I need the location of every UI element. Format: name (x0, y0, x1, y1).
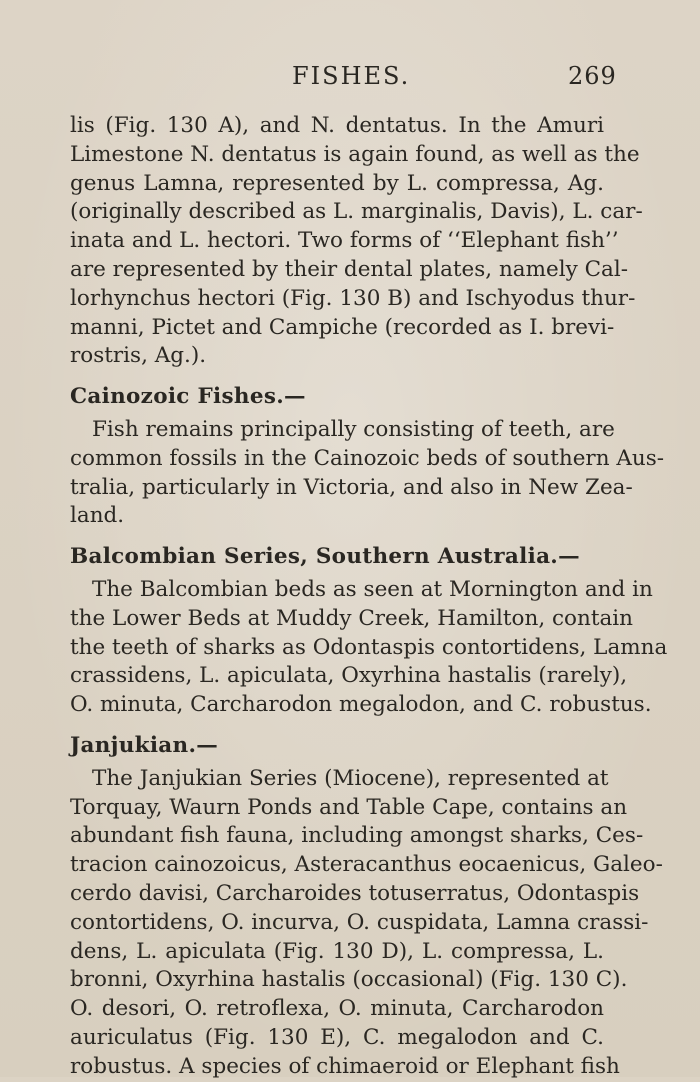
text-line: rostris, Ag.). (70, 343, 207, 369)
text-line: are represented by their dental plates, namely Cal- (70, 256, 628, 282)
text-line: genus Lamna, represented by L. compressa, Ag. (70, 170, 604, 196)
page-header (0, 62, 700, 98)
section-heading-balcombian: Balcombian Series, Southern Australia.— (70, 544, 580, 570)
text-line: lorhynchus hectori (Fig. 130 B) and Ischyodus thur- (70, 285, 636, 311)
text-line: inata and L. hectori. Two forms of ‘‘Elephant fish’’ (70, 228, 619, 254)
text-line: Torquay, Waurn Ponds and Table Cape, contains an (70, 794, 628, 820)
text-line: (originally described as L. marginalis, Davis), L. car- (70, 199, 643, 225)
text-line: lis (Fig. 130 A), and N. dentatus. In the Amuri (70, 113, 604, 138)
text-line: tracion cainozoicus, Asteracanthus eocaenicus, Galeo- (70, 852, 663, 878)
text-line: land. (70, 503, 125, 529)
text-line: O. desori, O. retroflexa, O. minuta, Carcharodon (70, 996, 604, 1022)
text-line: The Balcombian beds as seen at Mornington and in (92, 576, 653, 602)
section-heading-janjukian: Janjukian.— (70, 732, 219, 758)
paragraph-4 (70, 765, 663, 1082)
text-line: auriculatus (Fig. 130 E), C. megalodon and C. (70, 1024, 604, 1050)
text-line: Fish remains principally consisting of teeth, are (92, 416, 615, 442)
text-line: Limestone N. dentatus is again found, as well as the (70, 141, 640, 167)
paragraph-1 (70, 112, 643, 371)
text-line: manni, Pictet and Campiche (recorded as I. brevi- (70, 314, 615, 340)
text-line: crassidens, L. apiculata, Oxyrhina hastalis (rarely), (70, 663, 628, 689)
page-body (70, 112, 668, 1082)
running-title: FISHES. (292, 62, 411, 90)
text-line: tralia, particularly in Victoria, and also in New Zea- (70, 474, 633, 500)
section-heading-cainozoic: Cainozoic Fishes.— (70, 384, 306, 410)
text-line: abundant fish fauna, including amongst sharks, Ces- (70, 823, 644, 849)
text-line: common fossils in the Cainozoic beds of southern Aus- (70, 445, 665, 471)
text-line: the Lower Beds at Muddy Creek, Hamilton, contain (70, 605, 634, 631)
text-line: dens, L. apiculata (Fig. 130 D), L. compressa, L. (70, 938, 604, 964)
text-line: contortidens, O. incurva, O. cuspidata, Lamna crassi- (70, 909, 649, 935)
paragraph-3 (70, 576, 668, 720)
text-line: bronni, Oxyrhina hastalis (occasional) (Fig. 130 C). (70, 967, 628, 993)
text-line: O. minuta, Carcharodon megalodon, and C. robustus. (70, 692, 652, 718)
page-number: 269 (568, 62, 617, 90)
text-line: The Janjukian Series (Miocene), represented at (92, 765, 609, 791)
text-line: robustus. A species of chimaeroid or Elephant fish (70, 1053, 620, 1079)
paragraph-2 (70, 416, 665, 531)
text-line: cerdo davisi, Carcharoides totuserratus, Odontaspis (70, 880, 640, 906)
text-line: the teeth of sharks as Odontaspis contortidens, Lamna (70, 634, 668, 660)
